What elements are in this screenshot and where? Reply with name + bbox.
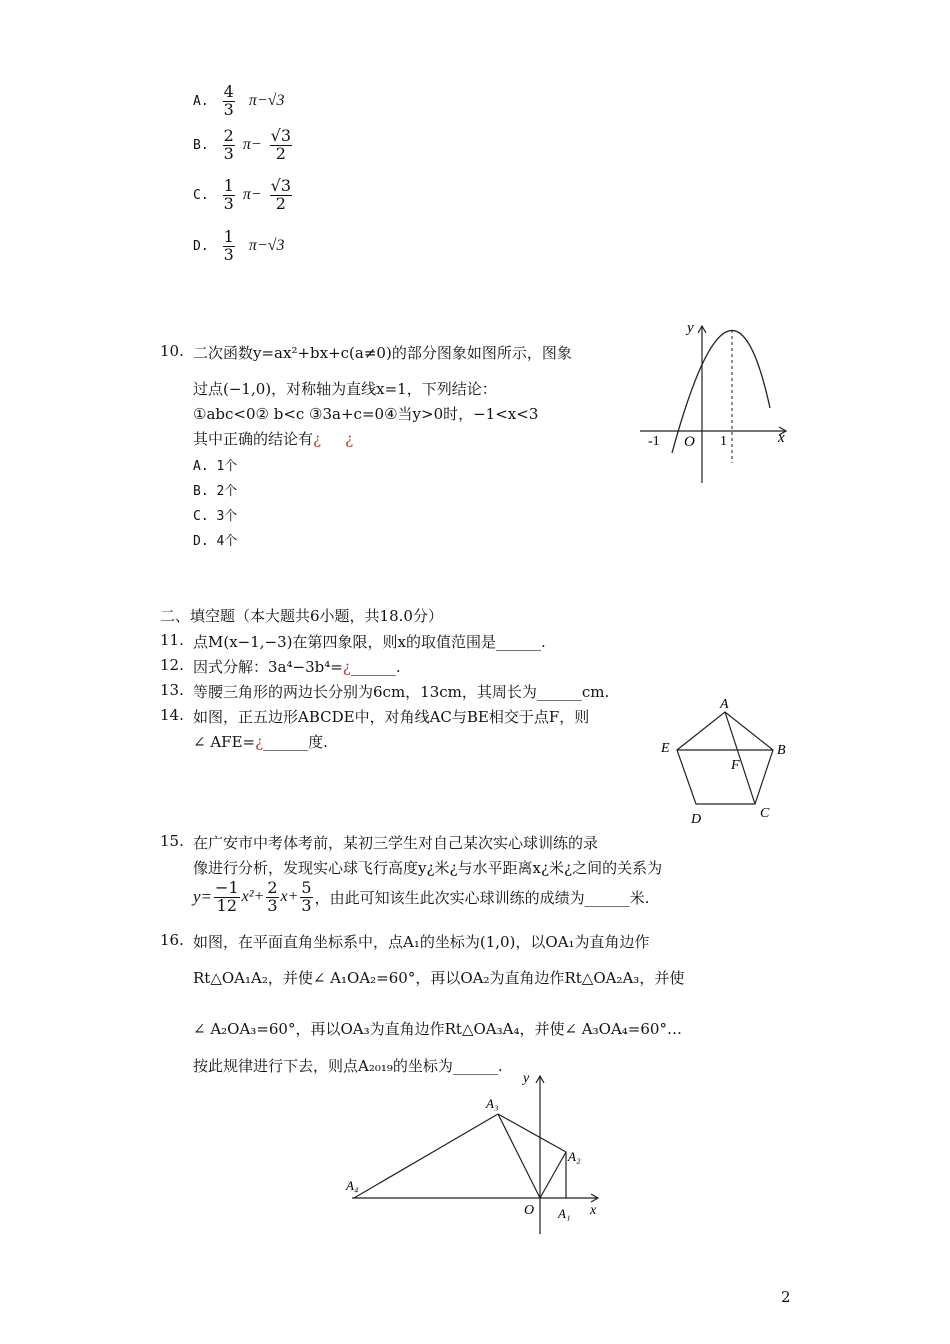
x-label: x: [778, 430, 785, 446]
label-y: y: [523, 1071, 530, 1086]
q11-text: 点M(x−1,−3)在第四象限，则x的取值范围是______.: [193, 633, 546, 651]
q12-number: 12.: [160, 656, 184, 674]
q15-number: 15.: [160, 832, 184, 850]
label-c: C: [760, 806, 770, 821]
q10-number: 10.: [160, 342, 184, 360]
q12-text: 因式分解：3a⁴−3b⁴=¿______.: [193, 658, 401, 676]
segment-o-a2: [540, 1152, 566, 1198]
q10-line4: 其中正确的结论有¿ ¿: [193, 430, 354, 448]
page-number: 2: [781, 1288, 791, 1306]
label-x: x: [590, 1203, 597, 1218]
label-a: A: [720, 697, 729, 712]
q14-line2: ∠ AFE=¿______度.: [193, 733, 328, 751]
q15-line2: 像进行分析，发现实心球飞行高度y¿米¿与水平距离x¿米¿之间的关系为: [193, 859, 663, 877]
q9-option-c: C. $\frac{1}{3}$ π− $\frac{√3}{2}$: [193, 176, 292, 213]
label-a3: A₃: [486, 1096, 499, 1111]
q11-number: 11.: [160, 631, 184, 649]
pentagon: [677, 712, 773, 804]
segment-a2-a3: [498, 1114, 566, 1152]
origin-label: O: [684, 434, 695, 450]
q10-option-b: B. 2个: [193, 484, 238, 499]
q14-number: 14.: [160, 706, 184, 724]
q13-number: 13.: [160, 681, 184, 699]
diagonal-ac: [725, 712, 755, 804]
label-b: B: [777, 743, 786, 758]
option-label: A.: [193, 93, 209, 109]
label-a1: A₁: [558, 1206, 571, 1221]
one-label: 1: [720, 434, 727, 449]
q14-pentagon-figure: [656, 694, 796, 829]
q10-option-d: D. 4个: [193, 534, 238, 549]
segment-o-a3: [498, 1114, 540, 1198]
q10-line2: 过点(−1,0)，对称轴为直线x=1，下列结论：: [193, 380, 497, 398]
label-a2: A₂: [568, 1149, 581, 1164]
q16-number: 16.: [160, 931, 184, 949]
q9-option-a: A. $\frac{4}{3}$ π−√3: [193, 82, 285, 119]
label-a4: A₄: [346, 1178, 359, 1193]
label-d: D: [691, 812, 702, 827]
section-heading: 二、填空题（本大题共6小题，共18.0分）: [160, 607, 443, 625]
q14-line1: 如图，正五边形ABCDE中，对角线AC与BE相交于点F，则: [193, 708, 590, 726]
q10-line1: 二次函数y=ax²+bx+c(a≠0)的部分图象如图所示，图象: [193, 344, 572, 362]
label-f: F: [731, 758, 740, 773]
q16-spiral-figure: [340, 1068, 620, 1240]
q13-text: 等腰三角形的两边长分别为6cm，13cm，其周长为______cm.: [193, 683, 610, 701]
q10-option-c: C. 3个: [193, 509, 238, 524]
q9-option-b: B. $\frac{2}{3}$ π− $\frac{√3}{2}$: [193, 126, 292, 163]
q16-line1: 如图，在平面直角坐标系中，点A₁的坐标为(1,0)，以OA₁为直角边作: [193, 933, 650, 951]
y-label: y: [687, 320, 694, 336]
q16-line2: Rt△OA₁A₂，并使∠ A₁OA₂=60°，再以OA₂为直角边作Rt△OA₂A₃，并使: [193, 969, 685, 987]
segment-a3-a4: [354, 1114, 498, 1198]
q10-line3: ①abc<0② b<c ③3a+c=0④当y>0时，−1<x<3: [193, 405, 539, 423]
neg1-label: -1: [648, 434, 660, 449]
q15-line1: 在广安市中考体考前，某初三学生对自己某次实心球训练的录: [193, 834, 599, 852]
label-e: E: [661, 741, 670, 756]
q16-line4: 按此规律进行下去，则点A₂₀₁₉的坐标为______.: [193, 1057, 503, 1075]
q10-parabola-graph: [636, 318, 796, 488]
q10-option-a: A. 1个: [193, 459, 238, 474]
label-o: O: [524, 1203, 535, 1218]
q15-equation: y= $\frac{-1}{12}$ x²+ $\frac{2}{3}$ x+ $\frac{5}{3}$ ，由此可知该生此次实心球训练的成绩为______米.: [193, 878, 650, 915]
q16-line3: ∠ A₂OA₃=60°，再以OA₃为直角边作Rt△OA₃A₄，并使∠ A₃OA₄=60°…: [193, 1020, 682, 1038]
q9-option-d: D. $\frac{1}{3}$ π−√3: [193, 227, 285, 264]
